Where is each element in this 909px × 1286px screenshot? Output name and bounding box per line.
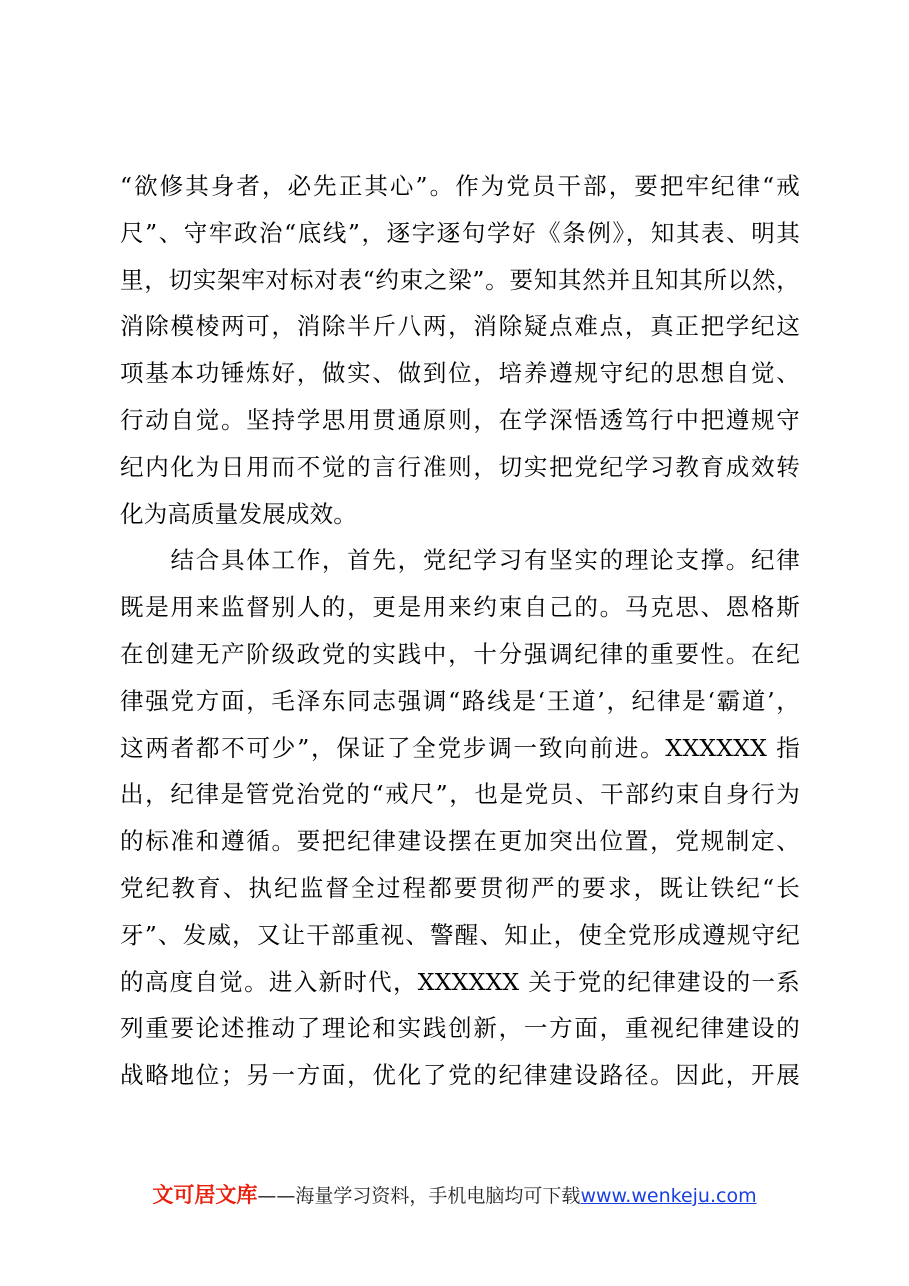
text-line: 列重要论述推动了理论和实践创新，一方面，重视纪律建设的: [120, 1014, 800, 1043]
footer-link[interactable]: www.wenkeju.com: [580, 1185, 757, 1207]
text-line: 尺”、守牢政治“底线”，逐字逐句学好《条例》，知其表、明其: [120, 218, 800, 247]
text-line: 项基本功锤炼好，做实、做到位，培养遵规守纪的思想自觉、: [120, 359, 800, 388]
text-line: 既是用来监督别人的，更是用来约束自己的。马克思、恩格斯: [120, 593, 800, 622]
text-line: 党纪教育、执纪监督全过程都要贯彻严的要求，既让铁纪“长: [120, 873, 800, 902]
text-line: 这两者都不可少”，保证了全党步调一致向前进。XXXXXX 指: [120, 733, 800, 762]
text-line: 的标准和遵循。要把纪律建设摆在更加突出位置，党规制定、: [120, 827, 800, 856]
text-line: 结合具体工作，首先，党纪学习有坚实的理论支撑。纪律: [120, 546, 800, 575]
text-line: 在创建无产阶级政党的实践中，十分强调纪律的重要性。在纪: [120, 639, 800, 668]
text-line: 消除模棱两可，消除半斤八两，消除疑点难点，真正把学纪这: [120, 312, 800, 341]
page-footer: [0, 1180, 909, 1211]
text-line: 纪内化为日用而不觉的言行准则，切实把党纪学习教育成效转: [120, 452, 800, 481]
text-line: 律强党方面，毛泽东同志强调“路线是‘王道’，纪律是‘霸道’，: [120, 686, 800, 715]
text-line: 的高度自觉。进入新时代，XXXXXX 关于党的纪律建设的一系: [120, 967, 800, 996]
footer-brand: 文可居文库: [152, 1183, 258, 1207]
document-body: [120, 163, 800, 1099]
text-line: 里，切实架牢对标对表“约束之梁”。要知其然并且知其所以然，: [120, 265, 800, 294]
text-line: 战略地位；另一方面，优化了党的纪律建设路径。因此，开展: [120, 1061, 800, 1090]
text-line: 行动自觉。坚持学思用贯通原则，在学深悟透笃行中把遵规守: [120, 405, 800, 434]
text-line: 化为高质量发展成效。: [120, 499, 357, 528]
text-line: 出，纪律是管党治党的“戒尺”，也是党员、干部约束自身行为: [120, 780, 800, 809]
text-line: “欲修其身者，必先正其心”。作为党员干部，要把牢纪律“戒: [120, 172, 800, 200]
text-line: 牙”、发威，又让干部重视、警醒、知止，使全党形成遵规守纪: [120, 920, 800, 949]
footer-slogan: ——海量学习资料，手机电脑均可下载: [257, 1185, 581, 1207]
